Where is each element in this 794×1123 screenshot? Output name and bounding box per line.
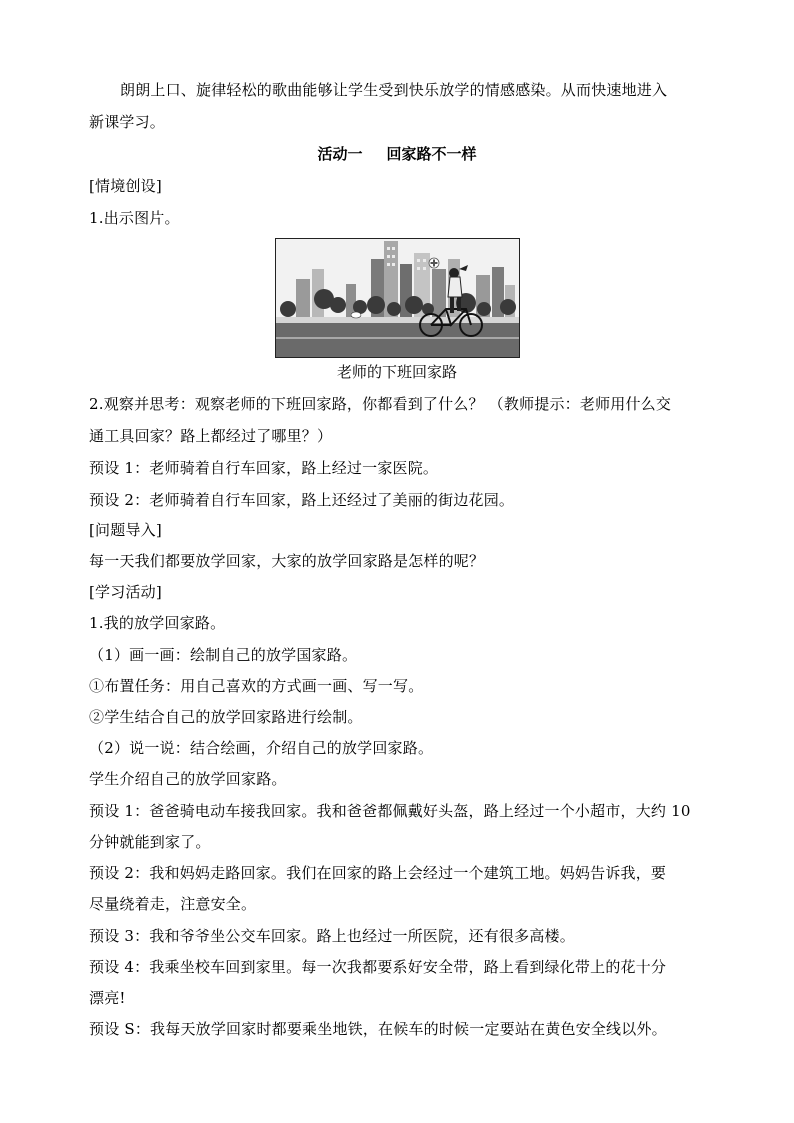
figure-caption: 老师的下班回家路 (336, 363, 457, 381)
preset-student-1-line-2: 分钟就能到家了。 (89, 833, 211, 851)
illustration-svg (276, 239, 519, 357)
observe-line-2: 通工具回家？路上都经过了哪里？） (89, 427, 333, 445)
preset-student-5: 预设 S：我每天放学回家时都要乘坐地铁，在候车的时候一定要站在黄色安全线以外。 (89, 1020, 667, 1038)
section-activity: [学习活动] (89, 583, 162, 601)
draw-task-1: ①布置任务：用自己喜欢的方式画一画、写一写。 (89, 677, 424, 695)
preset-student-4-line-1: 预设 4：我乘坐校车回到家里。每一次我都要系好安全带，路上看到绿化带上的花十分 (89, 958, 667, 976)
section-situation: [情境创设] (89, 177, 162, 195)
draw-task-2: ②学生结合自己的放学回家路进行绘制。 (89, 708, 363, 726)
preset-teacher-2: 预设 2：老师骑着自行车回家，路上还经过了美丽的街边花园。 (89, 491, 515, 509)
speak-title: （2）说一说：结合绘画，介绍自己的放学回家路。 (89, 739, 434, 757)
activity-heading (0, 144, 794, 164)
item-my-way: 1.我的放学回家路。 (89, 614, 226, 632)
speak-intro: 学生介绍自己的放学回家路。 (89, 770, 287, 788)
cyclist-city-illustration (275, 238, 520, 358)
intro-line-2: 新课学习。 (89, 113, 166, 131)
item-show-picture: 1.出示图片。 (89, 209, 180, 227)
preset-student-2-line-2: 尽量绕着走，注意安全。 (89, 895, 257, 913)
preset-student-2-line-1: 预设 2：我和妈妈走路回家。我们在回家的路上会经过一个建筑工地。妈妈告诉我，要 (89, 864, 667, 882)
draw-title: （1）画一画：绘制自己的放学国家路。 (89, 646, 358, 664)
activity-heading-title: 回家路不一样 (386, 145, 477, 163)
section-question: [问题导入] (89, 521, 162, 539)
question-text: 每一天我们都要放学回家，大家的放学回家路是怎样的呢？ (89, 552, 485, 570)
preset-student-4-line-2: 漂亮! (89, 989, 126, 1007)
preset-student-3: 预设 3：我和爷爷坐公交车回家。路上也经过一所医院，还有很多高楼。 (89, 927, 575, 945)
observe-line-1: 2.观察并思考：观察老师的下班回家路，你都看到了什么？ （教师提示：老师用什么交 (89, 395, 672, 413)
activity-heading-label: 活动一 (317, 145, 363, 163)
intro-line-1: 朗朗上口、旋律轻松的歌曲能够让学生受到快乐放学的情感感染。从而快速地进入 (120, 81, 668, 99)
preset-student-1-line-1: 预设 1：爸爸骑电动车接我回家。我和爸爸都佩戴好头盔，路上经过一个小超市，大约 10 (89, 802, 691, 820)
preset-teacher-1: 预设 1：老师骑着自行车回家，路上经过一家医院。 (89, 459, 439, 477)
